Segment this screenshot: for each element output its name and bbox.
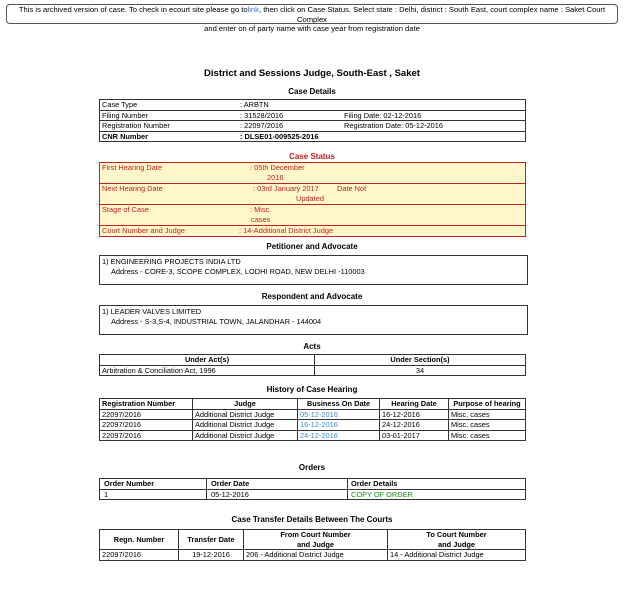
- respondent-address: Address - S-3,S-4, INDUSTRIAL TOWN, JALANDHAR - 144004: [111, 316, 322, 326]
- first-hearing-row: [99, 162, 526, 183]
- col-under-sections: Under Section(s): [315, 355, 526, 366]
- acts-table: [99, 354, 526, 376]
- registration-number-label: Registration Number: [100, 121, 239, 132]
- col-order-number: Order Number: [100, 479, 207, 490]
- table-row: [100, 489, 526, 500]
- table-row: [100, 409, 526, 420]
- col-to-court: [388, 530, 526, 550]
- transfer-table: [99, 529, 526, 561]
- col-regn-number: Regn. Number: [100, 530, 179, 550]
- table-row: [100, 420, 526, 431]
- cell-hearing-date: 03-01-2017: [380, 430, 449, 441]
- registration-date-value: Registration Date: 05-12-2016: [342, 121, 526, 132]
- act-section: 34: [315, 365, 526, 376]
- case-status-heading: Case Status: [289, 152, 335, 161]
- respondent-heading: Respondent and Advocate: [261, 292, 363, 301]
- cell-judge: Additional District Judge: [193, 420, 298, 431]
- orders-table: [99, 478, 526, 500]
- cnr-label: CNR Number: [100, 131, 239, 142]
- cell-hearing-date: 24-12-2016: [380, 420, 449, 431]
- case-details-table: [99, 99, 526, 142]
- petitioner-address: Address - CORE-3, SCOPE COMPLEX, LODHI ROAD, NEW DELHI -110003: [111, 266, 365, 276]
- business-date-link[interactable]: 16-12-2016: [298, 420, 380, 431]
- court-value: : 14-Additional District Judge: [239, 226, 334, 235]
- first-hearing-label: First Hearing Date: [102, 163, 162, 172]
- table-row: [100, 100, 526, 111]
- petitioner-box: [99, 255, 528, 285]
- table-row: [100, 550, 526, 561]
- col-registration-number: Registration Number: [100, 399, 193, 410]
- from-court-l2: and Judge: [297, 539, 334, 549]
- table-row: [100, 121, 526, 132]
- history-table: [99, 398, 526, 441]
- transfer-regn: 22097/2016: [100, 550, 179, 561]
- table-row: [100, 430, 526, 441]
- next-hearing-note-cont: Updated: [296, 193, 324, 203]
- next-hearing-note: Date Not: [337, 184, 367, 193]
- case-status-box: [99, 162, 526, 237]
- transfer-to: 14 - Additional District Judge: [388, 550, 526, 561]
- to-court-l1: To Court Number: [426, 530, 487, 539]
- filing-date-value: Filing Date: 02-12-2016: [342, 110, 526, 121]
- empty-cell: [342, 100, 526, 111]
- to-court-l2: and Judge: [438, 539, 475, 549]
- petitioner-heading: Petitioner and Advocate: [266, 242, 358, 251]
- cell-purpose: Misc. cases: [449, 420, 526, 431]
- stage-label: Stage of Case: [102, 205, 149, 214]
- table-header-row: [100, 530, 526, 550]
- court-label: Court Number and Judge: [102, 226, 185, 235]
- col-from-court: [244, 530, 388, 550]
- ecourt-link[interactable]: link: [247, 5, 259, 14]
- cell-hearing-date: 16-12-2016: [380, 409, 449, 420]
- cell-registration: 22097/2016: [100, 430, 193, 441]
- case-type-label: Case Type: [100, 100, 239, 111]
- business-date-link[interactable]: 24-12-2016: [298, 430, 380, 441]
- case-details-heading: Case Details: [288, 87, 336, 96]
- empty-cell: [342, 131, 526, 142]
- next-hearing-row: [99, 183, 526, 204]
- case-type-value: : ARBTN: [238, 100, 342, 111]
- transfer-heading: Case Transfer Details Between The Courts: [231, 515, 393, 524]
- col-transfer-date: Transfer Date: [179, 530, 244, 550]
- court-title: District and Sessions Judge, South-East , Saket: [204, 68, 420, 79]
- col-order-details: Order Details: [348, 479, 526, 490]
- cell-purpose: Misc. cases: [449, 409, 526, 420]
- table-row: [100, 131, 526, 142]
- orders-heading: Orders: [298, 463, 326, 472]
- first-hearing-value: : 05th December: [250, 163, 305, 172]
- col-hearing-date: Hearing Date: [380, 399, 449, 410]
- col-under-acts: Under Act(s): [100, 355, 315, 366]
- respondent-name: 1) LEADER VALVES LIMITED: [102, 307, 202, 316]
- filing-number-label: Filing Number: [100, 110, 239, 121]
- order-date: 05-12-2016: [207, 489, 348, 500]
- cell-judge: Additional District Judge: [193, 430, 298, 441]
- order-number: 1: [100, 489, 207, 500]
- col-purpose: Purpose of hearing: [449, 399, 526, 410]
- col-judge: Judge: [193, 399, 298, 410]
- transfer-from: 206 - Additional District Judge: [244, 550, 388, 561]
- notice-text-cont: , then click on Case Status. Select state : Delhi, district : South East, court complex name : Saket Court Complex: [258, 5, 606, 24]
- notice-text-line2: and enter on of party name with case year from registration date: [204, 24, 420, 33]
- col-business-date: Business On Date: [298, 399, 380, 410]
- table-row: [100, 110, 526, 121]
- notice-text: This is archived version of case. To check in ecourt site please go to: [18, 5, 248, 14]
- court-row: [99, 225, 526, 237]
- table-header-row: [100, 355, 526, 366]
- archive-notice-banner: [6, 4, 618, 33]
- registration-number-value: : 22097/2016: [238, 121, 342, 132]
- copy-of-order-link[interactable]: COPY OF ORDER: [348, 489, 526, 500]
- cell-purpose: Misc. cases: [449, 430, 526, 441]
- from-court-l1: From Court Number: [280, 530, 351, 539]
- cnr-value: : DLSE01-009525-2016: [238, 131, 342, 142]
- cell-registration: 22097/2016: [100, 420, 193, 431]
- filing-number-value: : 31528/2016: [238, 110, 342, 121]
- table-header-row: [100, 399, 526, 410]
- next-hearing-label: Next Hearing Date: [102, 184, 163, 193]
- act-name: Arbitration & Conciliation Act, 1996: [100, 365, 315, 376]
- cell-judge: Additional District Judge: [193, 409, 298, 420]
- petitioner-name: 1) ENGINEERING PROJECTS INDIA LTD: [102, 257, 241, 266]
- next-hearing-value: : 03rd January 2017: [253, 184, 319, 193]
- table-row: [100, 365, 526, 376]
- stage-value-cont: cases: [251, 214, 271, 224]
- transfer-date: 19-12-2016: [179, 550, 244, 561]
- col-order-date: Order Date: [207, 479, 348, 490]
- business-date-link[interactable]: 05-12-2016: [298, 409, 380, 420]
- history-heading: History of Case Hearing: [266, 385, 358, 394]
- acts-heading: Acts: [303, 342, 321, 351]
- first-hearing-value-cont: 2016: [267, 172, 284, 182]
- table-header-row: [100, 479, 526, 490]
- stage-value: : Misc.: [250, 205, 272, 214]
- cell-registration: 22097/2016: [100, 409, 193, 420]
- stage-row: [99, 204, 526, 225]
- respondent-box: [99, 305, 528, 335]
